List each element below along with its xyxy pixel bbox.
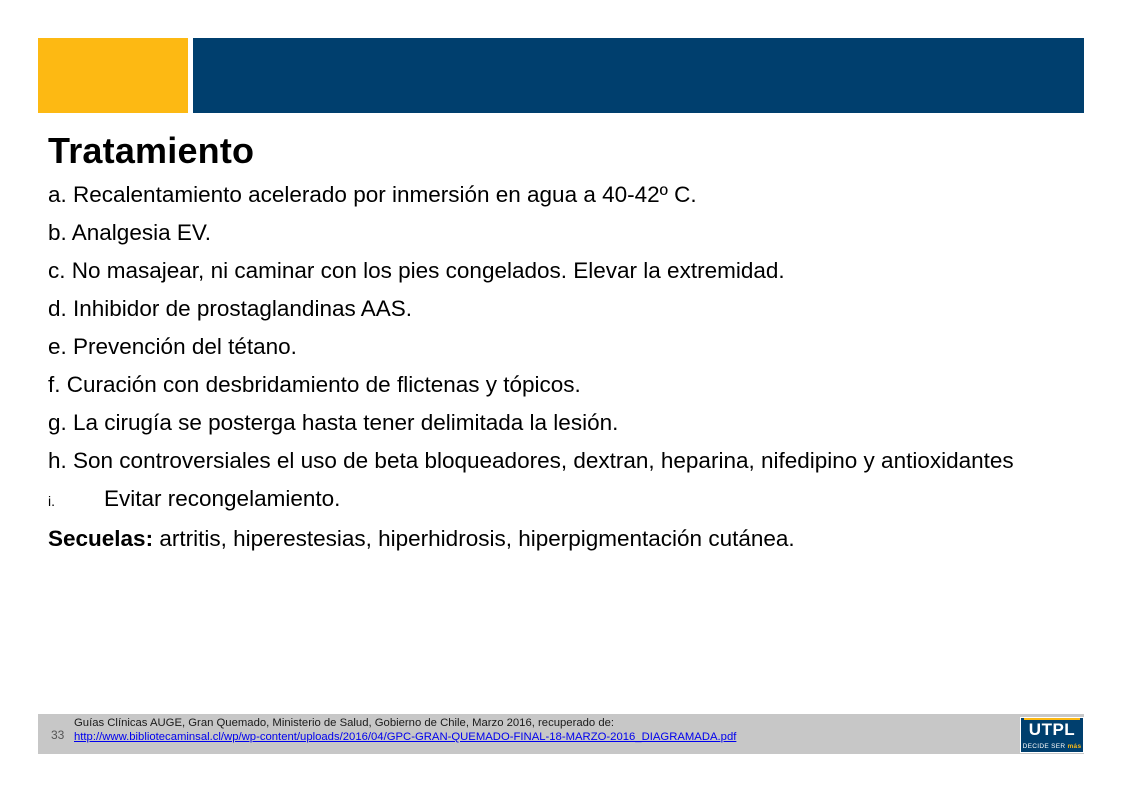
utpl-logo bbox=[1020, 717, 1084, 753]
logo-wordmark: UTPL bbox=[1028, 720, 1076, 739]
page-number: 33 bbox=[51, 728, 65, 742]
list-item: f. Curación con desbridamiento de flictenas y tópicos. bbox=[48, 372, 581, 397]
footer-bar bbox=[38, 714, 1084, 754]
list-item: h. Son controversiales el uso de beta bloqueadores, dextran, heparina, nifedipino y antioxidantes bbox=[48, 448, 1014, 473]
reference-text: Guías Clínicas AUGE, Gran Quemado, Ministerio de Salud, Gobierno de Chile, Marzo 2016, recuperado de: bbox=[74, 717, 615, 729]
list-item: e. Prevención del tétano. bbox=[48, 334, 297, 359]
list-item: a. Recalentamiento acelerado por inmersión en agua a 40-42º C. bbox=[48, 182, 697, 207]
list-item-text: Evitar recongelamiento. bbox=[104, 486, 341, 511]
list-item bbox=[48, 486, 1058, 514]
list-marker: i. bbox=[48, 493, 55, 509]
reference-link[interactable]: http://www.bibliotecaminsal.cl/wp/wp-content/uploads/2016/04/GPC-GRAN-QUEMADO-FINAL-18-MARZO-2016_DIAGRAMADA.pdf bbox=[74, 731, 737, 743]
list-item: g. La cirugía se posterga hasta tener delimitada la lesión. bbox=[48, 410, 619, 435]
header-banner bbox=[193, 38, 1084, 113]
sequelae-line bbox=[48, 526, 1058, 552]
logo-tagline-start: DECIDE SER bbox=[1022, 743, 1068, 750]
list-item: b. Analgesia EV. bbox=[48, 220, 212, 245]
header-accent-block bbox=[38, 38, 188, 113]
list-item: c. No masajear, ni caminar con los pies congelados. Elevar la extremidad. bbox=[48, 258, 785, 283]
treatment-list bbox=[48, 182, 1058, 564]
sequelae-label: Secuelas: bbox=[48, 526, 154, 551]
list-item: d. Inhibidor de prostaglandinas AAS. bbox=[48, 296, 412, 321]
logo-tagline bbox=[1021, 743, 1083, 750]
slide-title: Tratamiento bbox=[48, 130, 255, 171]
sequelae-text: artritis, hiperestesias, hiperhidrosis, hiperpigmentación cutánea. bbox=[153, 526, 795, 551]
logo-tagline-end: más bbox=[1067, 743, 1082, 750]
reference-citation bbox=[74, 716, 736, 744]
